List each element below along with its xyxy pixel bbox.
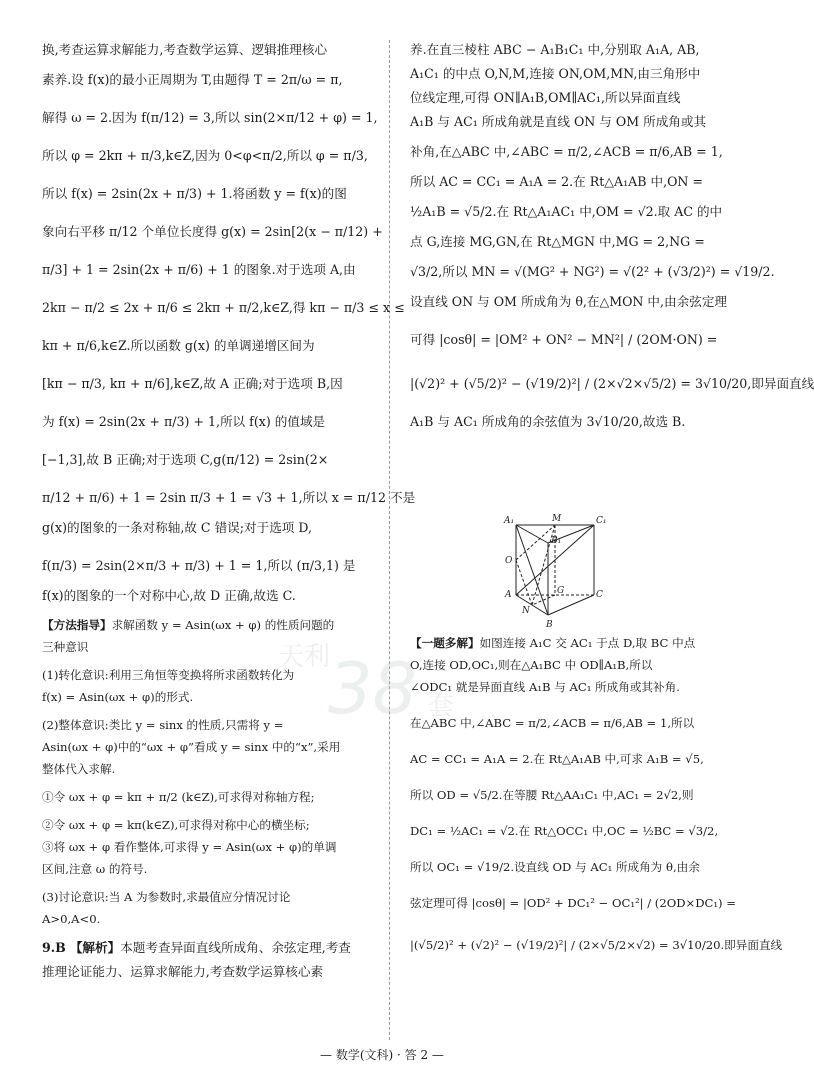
text-line: ③将 ωx + φ 看作整体,可求得 y = Asin(ωx + φ)的单调	[42, 840, 337, 854]
text-line: A₁C₁ 的中点 O,N,M,连接 ON,OM,MN,由三角形中	[410, 66, 701, 81]
text-line: f(π/3) = 2sin(2×π/3 + π/3) + 1 = 1,所以 (π/3,1) 是	[42, 558, 356, 573]
text-line: [−1,3],故 B 正确;对于选项 C,g(π/12) = 2sin(2×	[42, 452, 329, 467]
label-g: G	[557, 586, 565, 596]
text-line: [kπ − π/3, kπ + π/6],k∈Z,故 A 正确;对于选项 B,因	[42, 376, 343, 391]
label-m: M	[552, 514, 562, 524]
text-line: 区间,注意 ω 的符号.	[42, 862, 148, 876]
text-line: (2)整体意识:类比 y = sinx 的性质,只需将 y =	[42, 718, 284, 732]
watermark-number: 38	[328, 648, 418, 730]
text-line: 在△ABC 中,∠ABC = π/2,∠ACB = π/6,AB = 1,所以	[410, 716, 695, 730]
text-line: O,连接 OD,OC₁,则在△A₁BC 中 OD∥A₁B,所以	[410, 658, 653, 672]
text-line: AC = CC₁ = A₁A = 2.在 Rt△A₁AB 中,可求 A₁B = √5,	[410, 752, 704, 766]
question-number: 9.B	[42, 940, 66, 955]
label-a1: A₁	[504, 516, 515, 526]
prism-figure	[500, 513, 610, 631]
text-line: 整体代入求解.	[42, 762, 116, 776]
text-line: √3/2,所以 MN = √(MG² + NG²) = √(2² + (√3/2)²) = √19/2.	[410, 264, 775, 279]
text-line: 为 f(x) = 2sin(2x + π/3) + 1,所以 f(x) 的值域是	[42, 414, 326, 429]
text-line: π/12 + π/6) + 1 = 2sin π/3 + 1 = √3 + 1,所以 x = π/12 不是	[42, 490, 416, 505]
page-footer: — 数学(文科) · 答 2 —	[320, 1048, 444, 1062]
text-line: 换,考查运算求解能力,考查数学运算、逻辑推理核心	[42, 42, 328, 57]
watermark-brand: 天利	[278, 642, 331, 672]
text-line: f(x) = Asin(ωx + φ)的形式.	[42, 690, 194, 704]
text-line: 所以 OC₁ = √19/2.设直线 OD 与 AC₁ 所成角为 θ,由余	[410, 860, 700, 874]
analysis-tag: 【解析】	[69, 940, 121, 955]
text-line: ①令 ωx + φ = kπ + π/2 (k∈Z),可求得对称轴方程;	[42, 790, 315, 804]
text-line: A₁B 与 AC₁ 所成角就是直线 ON 与 OM 所成角或其	[410, 114, 707, 129]
text-line: f(x)的图象的一个对称中心,故 D 正确,故选 C.	[42, 588, 296, 603]
text-line: 素养.设 f(x)的最小正周期为 T,由题得 T = 2π/ω = π,	[42, 72, 343, 87]
method-heading	[42, 614, 372, 636]
text-line: 可得 |cosθ| = |OM² + ON² − MN²| / (2OM·ON) =	[410, 332, 718, 347]
text-line: 本题考查异面直线所成角、余弦定理,考查	[120, 940, 351, 955]
text-line: Asin(ωx + φ)中的“ωx + φ”看成 y = sinx 中的“x”,采用	[42, 740, 341, 754]
text-line: 设直线 ON 与 OM 所成角为 θ,在△MON 中,由余弦定理	[410, 294, 728, 309]
text-line: (3)讨论意识:当 A 为参数时,求最值应分情况讨论	[42, 890, 291, 904]
label-b1: B₁	[551, 536, 562, 546]
label-c1: C₁	[596, 516, 607, 526]
text-line: A₁B 与 AC₁ 所成角的余弦值为 3√10/20,故选 B.	[410, 414, 686, 429]
text-line: ½A₁B = √5/2.在 Rt△A₁AC₁ 中,OM = √2.取 AC 的中	[410, 204, 723, 219]
text-line: |(√5/2)² + (√2)² − (√19/2)²| / (2×√5/2×√2) = 3√10/20.即异面直线	[410, 938, 783, 952]
text-line: ∠ODC₁ 就是异面直线 A₁B 与 AC₁ 所成角或其补角.	[410, 680, 680, 694]
text-line: A>0,A<0.	[42, 912, 101, 926]
text-line: DC₁ = ½AC₁ = √2.在 Rt△OCC₁ 中,OC = ½BC = √3/2,	[410, 824, 719, 838]
text-line: 象向右平移 π/12 个单位长度得 g(x) = 2sin[2(x − π/12) +	[42, 224, 383, 239]
label-a: A	[505, 590, 512, 600]
right-column	[410, 38, 814, 434]
text-line: 位线定理,可得 ON∥A₁B,OM∥AC₁,所以异面直线	[410, 90, 681, 105]
label-b: B	[546, 620, 553, 630]
text-line: 2kπ − π/2 ≤ 2x + π/6 ≤ 2kπ + π/2,k∈Z,得 kπ − π/3 ≤ x ≤	[42, 300, 405, 315]
method-tag: 【方法指导】	[42, 618, 112, 632]
text-line: 所以 f(x) = 2sin(2x + π/3) + 1.将函数 y = f(x)的图	[42, 186, 347, 201]
text-line: (1)转化意识:利用三角恒等变换将所求函数转化为	[42, 668, 295, 682]
q9-heading	[42, 936, 372, 960]
label-n: N	[522, 606, 530, 616]
label-o: O	[505, 556, 513, 566]
text-line: 养.在直三棱柱 ABC − A₁B₁C₁ 中,分别取 A₁A, AB,	[410, 42, 700, 57]
text-line: g(x)的图象的一条对称轴,故 C 错误;对于选项 D,	[42, 520, 313, 535]
text-line: |(√2)² + (√5/2)² − (√19/2)²| / (2×√2×√5/2) = 3√10/20,即异面直线	[410, 376, 814, 391]
edge-bc	[548, 595, 594, 615]
text-line: 所以 OD = √5/2.在等腰 Rt△AA₁C₁ 中,AC₁ = 2√2,则	[410, 788, 694, 802]
text-line: 弦定理可得 |cosθ| = |OD² + DC₁² − OC₁²| / (2OD×DC₁) =	[410, 896, 736, 910]
multi-heading	[410, 632, 728, 654]
edge-a1b1	[516, 525, 548, 543]
text-line: kπ + π/6,k∈Z.所以函数 g(x) 的单调递增区间为	[42, 338, 315, 353]
text-line: 所以 φ = 2kπ + π/3,k∈Z,因为 0<φ<π/2,所以 φ = π/3,	[42, 148, 368, 163]
right-column-lower	[410, 632, 783, 956]
column-divider	[389, 40, 390, 1040]
multi-tag: 【一题多解】	[410, 636, 480, 650]
watermark-suffix: 套	[428, 692, 455, 722]
text-line: 所以 AC = CC₁ = A₁A = 2.在 Rt△A₁AB 中,ON =	[410, 174, 703, 189]
text-line: 如图连接 A₁C 交 AC₁ 于点 D,取 BC 中点	[479, 636, 696, 650]
text-line: 解得 ω = 2.因为 f(π/12) = 3,所以 sin(2×π/12 + φ) = 1,	[42, 110, 378, 125]
text-line: 推理论证能力、运算求解能力,考查数学运算核心素	[42, 964, 324, 979]
text-line: 三种意识	[42, 640, 89, 654]
text-line: 求解函数 y = Asin(ωx + φ) 的性质问题的	[111, 618, 335, 632]
text-line: 点 G,连接 MG,GN,在 Rt△MGN 中,MG = 2,NG =	[410, 234, 705, 249]
label-c: C	[596, 590, 603, 600]
text-line: π/3] + 1 = 2sin(2x + π/6) + 1 的图象.对于选项 A,由	[42, 262, 356, 277]
text-line: 补角,在△ABC 中,∠ABC = π/2,∠ACB = π/6,AB = 1,	[410, 144, 723, 159]
text-line: ②令 ωx + φ = kπ(k∈Z),可求得对称中心的横坐标;	[42, 818, 310, 832]
